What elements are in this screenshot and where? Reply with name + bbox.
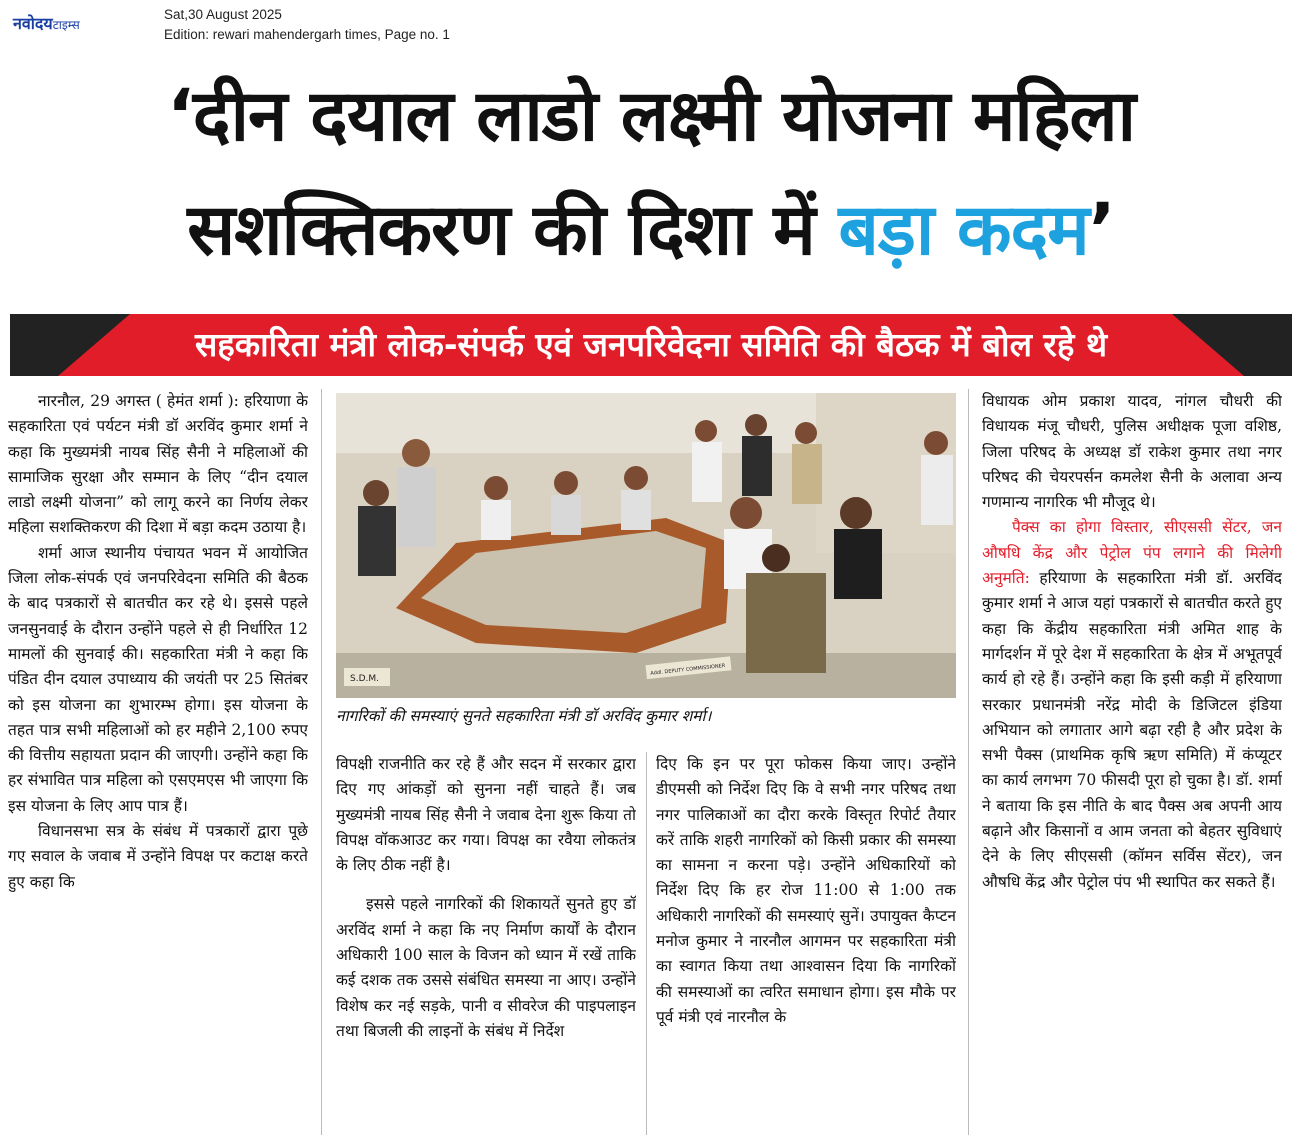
- edition-date: Sat,30 August 2025: [164, 7, 282, 22]
- article-paragraph: इससे पहले नागरिकों की शिकायतें सुनते हुए डॉ अरविंद शर्मा ने कहा कि नए निर्माण कार्यों के दौरान अधिकारी 100 साल के विजन को ध्यान में रखें ताकि कई दशक तक उससे संबंधित समस्या ना आए। उन्होंने विशेष कर नई सड़के, पानी व सीवरेज की पाइपलाइन तथा बिजली की लाइनों के संबंध में निर्देश: [336, 895, 636, 1040]
- article-column-2: [336, 752, 636, 1137]
- headline-accent: बड़ा कदम: [838, 188, 1089, 271]
- article-paragraph: विपक्षी राजनीति कर रहे हैं और सदन में सरकार द्वारा दिए गए आंकड़ों को सुनना नहीं चाहते हैं। जब मुख्यमंत्री नायब सिंह सैनी ने जवाब देना शुरू किया तो विपक्ष वॉकआउट कर गया। विपक्ष का रवैया लोकतंत्र के लिए ठीक नहीं है।: [336, 755, 636, 875]
- photo-caption: नागरिकों की समस्याएं सुनते सहकारिता मंत्री डॉ अरविंद कुमार शर्मा।: [336, 707, 712, 725]
- article-paragraph: दिए कि इन पर पूरा फोकस किया जाए। उन्होंने डीएमसी को निर्देश दिए कि वे सभी नगर परिषद तथा नगर पालिकाओं का दौरा करके विस्तृत रिपोर्ट तैयार करें ताकि शहरी नागरिकों को किसी प्रकार की समस्या का सामना न करना पड़े। उन्होंने अधिकारियों को निर्देश दिए कि हर रोज 11:00 से 1:00 तक अधिकारी नागरिकों की समस्याएं सुनें। उपायुक्त कैप्टन मनोज कुमार ने नारनौल आगमन पर सहकारिता मंत्री का स्वागत किया तथा आश्वासन दिया कि नागरिकों की समस्याओं का त्वरित समाधान होगा। इस मौके पर पूर्व मंत्री एवं नारनौल के: [656, 755, 956, 1026]
- headline-line-2-main: सशक्तिकरण की दिशा में: [187, 188, 839, 271]
- headline-line-1: ‘दीन दयाल लाडो लक्ष्मी योजना महिला: [166, 74, 1136, 157]
- logo-sub: टाइम्स: [52, 18, 80, 32]
- subhead-banner: [10, 314, 1292, 376]
- article-paragraph: विधायक ओम प्रकाश यादव, नांगल चौधरी की विधायक मंजू चौधरी, पुलिस अधीक्षक पूजा वशिष्ठ, जिला परिषद के अध्यक्ष डॉ राकेश कुमार तथा नगर परिषद की चेयरपर्सन कमलेश सैनी के अलावा अन्य गणमान्य नागरिक भी मौजूद थे।: [982, 392, 1282, 512]
- section-body: हरियाणा के सहकारिता मंत्री डॉ. अरविंद कुमार शर्मा ने आज यहां पत्रकारों से बातचीत करते हुए कहा कि केंद्रीय सहकारिता मंत्री अमित शाह के मार्गदर्शन में पूरे देश में सहकारिता के क्षेत्र में अभूतपूर्व कार्य हो रहे हैं। उन्होंने कहा कि इसी कड़ी में हरियाणा सरकार प्रधानमंत्री नरेंद्र मोदी के डिजिटल इंडिया अभियान को लगातार आगे बढ़ा रही है और प्रदेश के सभी पैक्स (प्राथमिक कृषि ऋण समिति) में कंप्यूटर का कार्य लगभग 70 फीसदी पूरा हो चुका है। डॉ. शर्मा ने बताया कि इस नीति के बाद पैक्स अब अपनी आय बढ़ाने और किसानों व आम जनता को बेहतर सुविधाएं देने के लिए सीएससी (कॉमन सर्विस सेंटर), जन औषधि केंद्र और पेट्रोल पंप भी स्थापित कर सकते हैं।: [982, 569, 1282, 891]
- page-header: [0, 0, 1302, 46]
- article-column-3: [656, 752, 956, 1137]
- edition-meta: [164, 5, 450, 45]
- article-paragraph: शर्मा आज स्थानीय पंचायत भवन में आयोजित जिला लोक-संपर्क एवं जनपरिवेदना समिति की बैठक के बाद पत्रकारों से बातचीत कर रहे थे। इससे पहले जनसुनवाई के दौरान उन्होंने पहले से ही निर्धारित 12 मामलों की सुनवाई की। सहकारिता मंत्री ने कहा कि पंडित दीन दयाल उपाध्याय की जयंती पर 25 सितंबर को इस योजना का शुभारम्भ होगा। इस योजना के तहत पात्र सभी महिलाओं को हर महीने 2,100 रुपए की वित्तीय सहायता प्रदान की जाएगी। उन्होंने कहा कि हर संभावित पात्र महिला को एसएमएस भी जाएगा कि इस योजना के लिए आप पात्र हैं।: [8, 543, 308, 815]
- headline-line-2: [0, 180, 1302, 280]
- sdm-sign-text: S.D.M.: [350, 674, 379, 684]
- article-paragraph: [982, 515, 1282, 894]
- column-divider: [968, 389, 969, 1135]
- section-subhead: पैक्स का होगा विस्तार, सीएससी सेंटर, जन औषधि केंद्र और पेट्रोल पंप लगाने की मिलेगी अनुमति:: [982, 518, 1282, 588]
- logo-main: नवोदय: [13, 14, 53, 33]
- edition-info: Edition: rewari mahendergarh times, Page no. 1: [164, 27, 450, 42]
- adc-sign-text: Addl. DEPUTY COMMISSIONER: [650, 662, 726, 677]
- column-divider: [321, 389, 322, 1135]
- headline-line-2-end: ’: [1088, 188, 1115, 271]
- subhead-text: सहकारिता मंत्री लोक-संपर्क एवं जनपरिवेदना समिति की बैठक में बोल रहे थे: [194, 325, 1108, 364]
- article-paragraph: विधानसभा सत्र के संबंध में पत्रकारों द्वारा पूछे गए सवाल के जवाब में उन्होंने विपक्ष पर कटाक्ष करते हुए कहा कि: [8, 822, 308, 891]
- article-paragraph: नारनौल, 29 अगस्त ( हेमंत शर्मा ): हरियाणा के सहकारिता एवं पर्यटन मंत्री डॉ अरविंद कुमार शर्मा ने कहा कि मुख्यमंत्री नायब सिंह सैनी ने महिलाओं की सामाजिक सुरक्षा और सम्मान के लिए “दीन दयाल लाडो लक्ष्मी योजना” को लागू करने का निर्णय लेकर महिला सशक्तिकरण की दिशा में बड़ा कदम उठाया है।: [8, 392, 308, 537]
- news-photo: [336, 393, 956, 698]
- column-divider: [646, 752, 647, 1135]
- article-column-1: [8, 389, 308, 1135]
- article-column-4: [982, 389, 1282, 1135]
- newspaper-logo: [13, 12, 80, 34]
